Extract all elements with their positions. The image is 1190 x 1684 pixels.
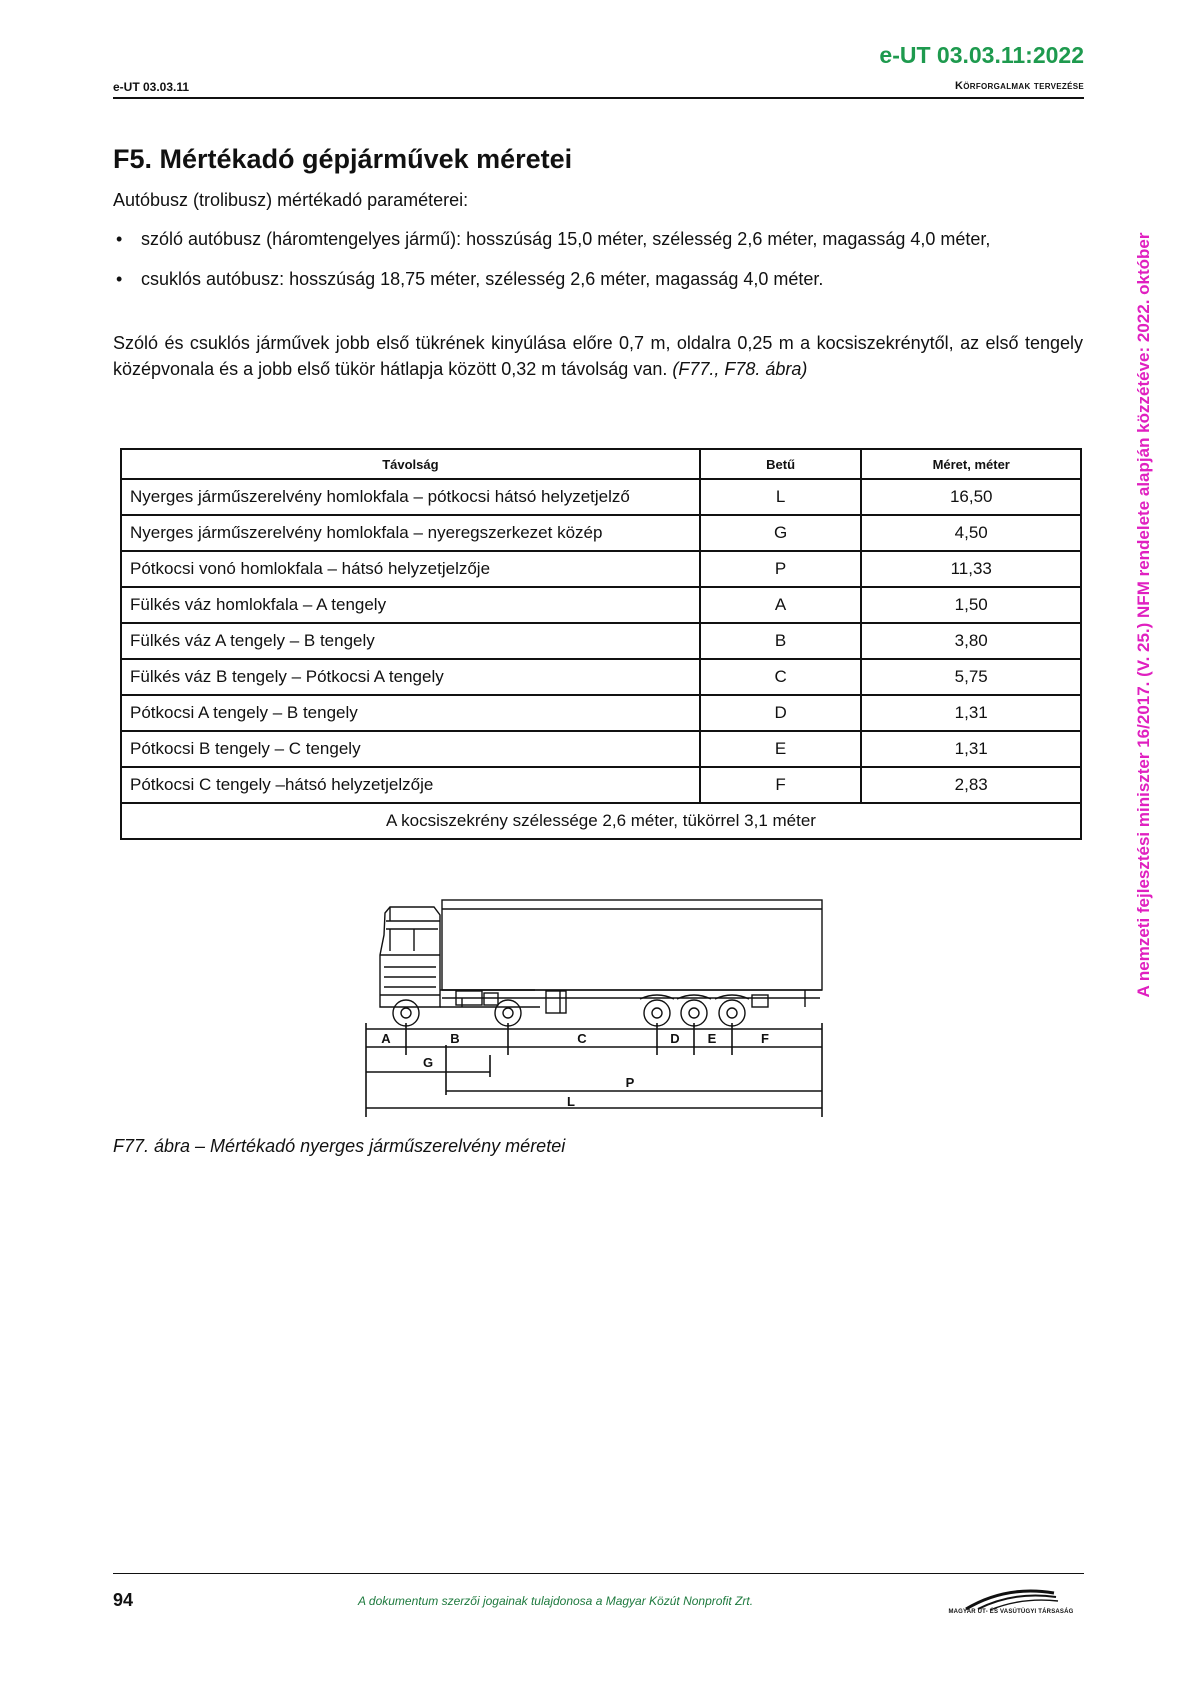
- cell-size: 3,80: [861, 623, 1081, 659]
- intro-text: Autóbusz (trolibusz) mértékadó paraméterei:: [113, 190, 469, 210]
- wheel-b: [495, 1000, 521, 1026]
- mirror-paragraph: [113, 330, 1083, 382]
- cell-size: 1,31: [861, 731, 1081, 767]
- table-footer-note: A kocsiszekrény szélessége 2,6 méter, tükörrel 3,1 méter: [121, 803, 1081, 839]
- copyright-note: A dokumentum szerzői jogainak tulajdonosa a Magyar Közút Nonprofit Zrt.: [358, 1594, 754, 1608]
- truck-dimension-diagram: [350, 895, 840, 1117]
- page-number: 94: [113, 1590, 134, 1610]
- table-footer-row: [121, 803, 1081, 839]
- label-e: E: [707, 1031, 717, 1046]
- header-rule: [113, 97, 1084, 99]
- cell-distance: Fülkés váz homlokfala – A tengely: [121, 587, 700, 623]
- cell-distance: Fülkés váz A tengely – B tengely: [121, 623, 700, 659]
- table-row: [121, 767, 1081, 803]
- table-row: [121, 731, 1081, 767]
- label-f: F: [761, 1031, 769, 1046]
- table-row: [121, 623, 1081, 659]
- label-d: D: [670, 1031, 680, 1046]
- label-p: P: [625, 1075, 635, 1090]
- table-row: [121, 695, 1081, 731]
- figure-reference: (F77., F78. ábra): [672, 359, 808, 379]
- header-left-code: e-UT 03.03.11: [113, 80, 190, 94]
- column-header-distance: Távolság: [121, 449, 700, 479]
- cell-size: 16,50: [861, 479, 1081, 515]
- cell-letter: A: [700, 587, 862, 623]
- label-a: A: [381, 1031, 391, 1046]
- wheel-a: [393, 1000, 419, 1026]
- cell-distance: Pótkocsi A tengely – B tengely: [121, 695, 700, 731]
- cell-size: 2,83: [861, 767, 1081, 803]
- figure-caption: F77. ábra – Mértékadó nyerges járműszerelvény méretei: [113, 1136, 566, 1156]
- label-g: G: [422, 1055, 434, 1070]
- logo-caption: MAGYAR ÚT- ÉS VASÚTÜGYI TÁRSASÁG: [948, 1609, 1074, 1615]
- footer-rule: [113, 1573, 1084, 1574]
- section-title: F5. Mértékadó gépjárművek méretei: [113, 144, 573, 174]
- wheel-trailer-a: [644, 1000, 670, 1026]
- bullet-item: • szóló autóbusz (háromtengelyes jármű): hosszúság 15,0 méter, szélesség 2,6 méter, magasság 4,0 méter,: [113, 226, 1013, 252]
- table-row: [121, 479, 1081, 515]
- table-row: [121, 515, 1081, 551]
- side-note-text: A nemzeti fejlesztési miniszter 16/2017. (V. 25.) NFM rendelete alapján közzétéve: 2022. október: [1134, 232, 1153, 998]
- trailer-box: [442, 900, 822, 990]
- dimension-lines: [366, 1023, 822, 1117]
- table-row: [121, 587, 1081, 623]
- cell-letter: L: [700, 479, 862, 515]
- cell-size: 4,50: [861, 515, 1081, 551]
- cell-size: 5,75: [861, 659, 1081, 695]
- dimension-labels: [381, 1031, 769, 1109]
- cell-letter: G: [700, 515, 862, 551]
- cell-letter: E: [700, 731, 862, 767]
- label-l: L: [567, 1094, 575, 1109]
- cell-letter: P: [700, 551, 862, 587]
- label-c: C: [577, 1031, 587, 1046]
- cell-distance: Pótkocsi C tengely –hátsó helyzetjelzője: [121, 767, 700, 803]
- cell-distance: Pótkocsi B tengely – C tengely: [121, 731, 700, 767]
- side-publication-note: [1134, 160, 1154, 1070]
- table-row: [121, 659, 1081, 695]
- cell-letter: D: [700, 695, 862, 731]
- bullet-list: [113, 226, 1013, 306]
- header-chapter-title: Körforgalmak tervezése: [954, 80, 1084, 92]
- cell-letter: B: [700, 623, 862, 659]
- table-row: [121, 551, 1081, 587]
- column-header-size: Méret, méter: [861, 449, 1081, 479]
- cell-distance: Nyerges járműszerelvény homlokfala – nyeregszerkezet közép: [121, 515, 700, 551]
- tractor-cab: [380, 907, 440, 1007]
- column-header-letter: Betű: [700, 449, 862, 479]
- table-header-row: [121, 449, 1081, 479]
- wheel-trailer-b: [681, 1000, 707, 1026]
- cell-size: 1,31: [861, 695, 1081, 731]
- cell-distance: Nyerges járműszerelvény homlokfala – pótkocsi hátsó helyzetjelző: [121, 479, 700, 515]
- cell-size: 11,33: [861, 551, 1081, 587]
- bullet-item: • csuklós autóbusz: hosszúság 18,75 méter, szélesség 2,6 méter, magasság 4,0 méter.: [113, 266, 1013, 292]
- cell-letter: C: [700, 659, 862, 695]
- paragraph-text: Szóló és csuklós járművek jobb első tükrének kinyúlása előre 0,7 m, oldalra 0,25 m a kocsiszekrénytől, az első tengely középvonala és a jobb első tükör hátlapja között 0,32 m távolság van.: [113, 333, 1083, 379]
- cell-distance: Fülkés váz B tengely – Pótkocsi A tengely: [121, 659, 700, 695]
- dimensions-table: [120, 448, 1082, 840]
- document-code: e-UT 03.03.11:2022: [879, 42, 1084, 68]
- label-b: B: [450, 1031, 460, 1046]
- cell-letter: F: [700, 767, 862, 803]
- wheel-trailer-c: [719, 1000, 745, 1026]
- cell-distance: Pótkocsi vonó homlokfala – hátsó helyzetjelzője: [121, 551, 700, 587]
- cell-size: 1,50: [861, 587, 1081, 623]
